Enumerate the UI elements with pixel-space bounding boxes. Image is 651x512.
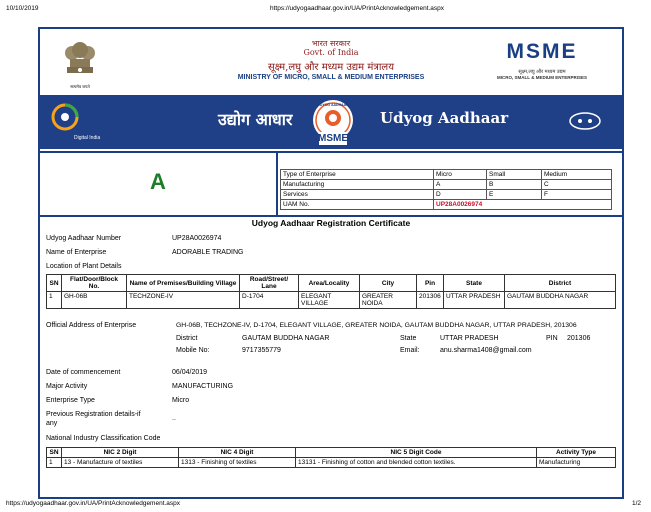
table-cell: 13 - Manufacture of textiles	[62, 458, 179, 468]
table-cell: GAUTAM BUDDHA NAGAR	[505, 292, 616, 309]
table-cell: TECHZONE-IV	[127, 292, 240, 309]
grade-box	[40, 153, 278, 215]
table-cell: Micro	[434, 170, 487, 180]
table-cell: 1313 - Finishing of textiles	[179, 458, 296, 468]
pin-label: PIN	[546, 335, 558, 342]
previous-registration-label: Previous Registration details-if	[46, 411, 141, 418]
table-header-row	[47, 275, 616, 292]
table-cell: ELEGANT VILLAGE	[299, 292, 360, 309]
email-value: anu.sharma1408@gmail.com	[440, 347, 532, 354]
make-in-india-logo-icon	[568, 111, 602, 136]
district-value: GAUTAM BUDDHA NAGAR	[242, 335, 330, 342]
table-cell: D	[434, 190, 487, 200]
previous-registration-value: ..	[172, 415, 176, 422]
table-row	[47, 458, 616, 468]
table-cell: Manufacturing	[281, 180, 434, 190]
mobile-value: 9717355779	[242, 347, 281, 354]
table-cell: Medium	[542, 170, 612, 180]
msme-logo-text: MSME	[506, 40, 578, 63]
seal-msme-text: MSME	[318, 133, 348, 144]
table-cell: Small	[487, 170, 542, 180]
table-cell: 1	[47, 292, 62, 309]
nic-code-table	[46, 447, 616, 468]
table-row	[47, 292, 616, 309]
district-label: District	[176, 335, 198, 342]
hindi-ministry-label: सूक्ष्म,लघु और मध्यम उद्यम मंत्रालय	[267, 62, 395, 73]
certificate-title: Udyog Aadhaar Registration Certificate	[251, 218, 411, 228]
table-cell: UTTAR PRADESH	[444, 292, 505, 309]
column-header: SN	[47, 275, 62, 292]
mobile-label: Mobile No:	[176, 347, 210, 354]
udyog-aadhaar-banner	[40, 95, 622, 149]
uam-label: UAM No.	[281, 200, 434, 210]
enterprise-type-label: Enterprise Type	[46, 397, 95, 404]
column-header: SN	[47, 448, 62, 458]
nic-label: National Industry Classification Code	[46, 435, 161, 442]
official-address-value: GH-06B, TECHZONE-IV, D-1704, ELEGANT VILLAGE, GREATER NOIDA, GAUTAM BUDDHA NAGAR, UTTAR PRADESH, 201306	[176, 322, 577, 329]
hindi-govt-label: भारत सरकार	[311, 39, 351, 48]
table-cell: Services	[281, 190, 434, 200]
column-header: Road/Street/ Lane	[240, 275, 299, 292]
ministry-label: MINISTRY OF MICRO, SMALL & MEDIUM ENTERPRISES	[237, 74, 425, 81]
table-cell: 13131 - Finishing of cotton and blended cotton textiles.	[296, 458, 537, 468]
table-row	[281, 180, 612, 190]
print-date: 10/10/2019	[6, 5, 39, 12]
certificate-frame	[38, 27, 624, 499]
table-cell: GREATER NOIDA	[360, 292, 417, 309]
column-header: Name of Premises/Building Village	[127, 275, 240, 292]
government-header	[40, 29, 622, 95]
column-header: Area/Locality	[299, 275, 360, 292]
uan-label: Udyog Aadhaar Number	[46, 235, 122, 242]
digital-india-label: Digital India	[74, 135, 101, 141]
pin-value: 201306	[567, 335, 591, 342]
seal-top-text: UDYOG AADHAAR	[317, 103, 349, 107]
column-header: Flat/Door/Block No.	[62, 275, 127, 292]
email-label: Email:	[400, 347, 420, 354]
table-cell: 1	[47, 458, 62, 468]
msme-logo-caption: MICRO, SMALL & MEDIUM ENTERPRISES	[497, 75, 587, 80]
table-cell: GH-06B	[62, 292, 127, 309]
enterprise-type-value: Micro	[172, 397, 190, 404]
udyog-aadhaar-seal-icon	[305, 98, 361, 148]
enterprise-name-label: Name of Enterprise	[46, 249, 107, 256]
enterprise-name-value: ADORABLE TRADING	[172, 249, 244, 256]
plant-location-table	[46, 274, 616, 309]
state-value: UTTAR PRADESH	[440, 335, 499, 342]
column-header: District	[505, 275, 616, 292]
commencement-label: Date of commencement	[46, 369, 121, 376]
state-label: State	[400, 335, 417, 342]
column-header: NIC 5 Digit Code	[296, 448, 537, 458]
print-url-bottom: https://udyogaadhaar.gov.in/UA/PrintAcknowledgement.aspx	[6, 500, 181, 507]
commencement-value: 06/04/2019	[172, 369, 208, 376]
table-row	[281, 200, 612, 210]
previous-registration-label-2: any	[46, 420, 58, 427]
table-row	[281, 190, 612, 200]
udyog-hindi-title: उद्योग आधार	[218, 110, 293, 129]
page-number: 1/2	[632, 500, 642, 507]
grade-letter: A	[150, 169, 166, 194]
msme-logo-hindi: सूक्ष्म,लघु और मध्यम उद्यम	[518, 69, 566, 75]
table-cell: F	[542, 190, 612, 200]
uam-value: UP28A0026974	[434, 200, 612, 210]
column-header: NIC 2 Digit	[62, 448, 179, 458]
table-cell: Manufacturing	[537, 458, 616, 468]
uan-value: UP28A0026974	[172, 235, 222, 242]
emblem-caption: सत्यमेव जयते	[70, 84, 90, 89]
table-cell: D-1704	[240, 292, 299, 309]
table-header-row	[47, 448, 616, 458]
column-header: City	[360, 275, 417, 292]
table-cell: 201306	[417, 292, 444, 309]
govt-label: Govt. of India	[303, 48, 359, 57]
digital-india-logo-icon	[50, 103, 80, 136]
major-activity-label: Major Activity	[46, 383, 88, 390]
table-cell: C	[542, 180, 612, 190]
column-header: NIC 4 Digit	[179, 448, 296, 458]
table-row	[281, 170, 612, 180]
udyog-english-title: Udyog Aadhaar	[380, 109, 509, 127]
plant-details-label: Location of Plant Details	[46, 263, 122, 270]
official-address-label: Official Address of Enterprise	[46, 322, 137, 329]
column-header: Activity Type	[537, 448, 616, 458]
print-url-top: https://udyogaadhaar.gov.in/UA/PrintAcknowledgement.aspx	[270, 5, 445, 12]
enterprise-type-table	[280, 169, 612, 210]
major-activity-value: MANUFACTURING	[172, 383, 234, 390]
column-header: State	[444, 275, 505, 292]
table-cell: A	[434, 180, 487, 190]
msme-logo	[472, 41, 612, 80]
table-cell: Type of Enterprise	[281, 170, 434, 180]
table-cell: B	[487, 180, 542, 190]
column-header: Pin	[417, 275, 444, 292]
table-cell: E	[487, 190, 542, 200]
